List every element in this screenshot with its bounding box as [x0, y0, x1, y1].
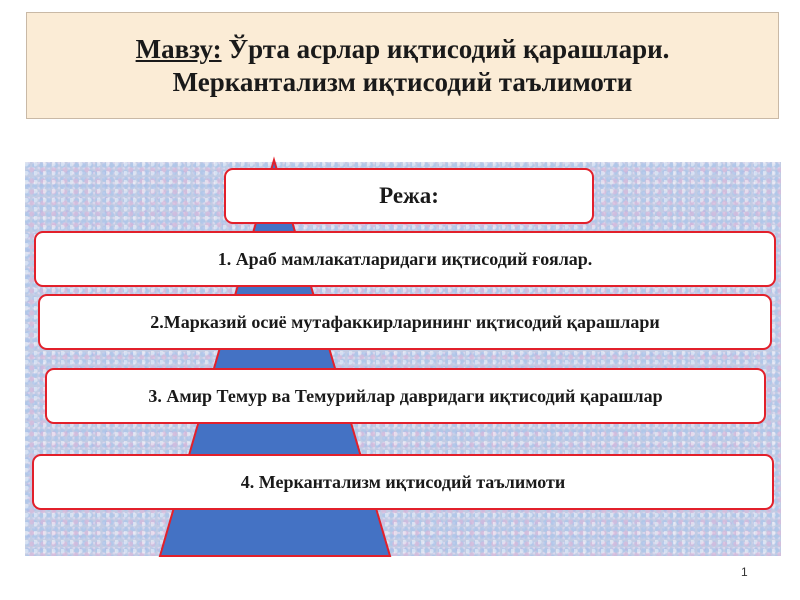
page-number: 1 [741, 565, 748, 579]
plan-item-4: 4. Меркантализм иқтисодий таълимоти [32, 454, 774, 510]
plan-item-1: 1. Араб мамлакатларидаги иқтисодий ғоялар. [34, 231, 776, 287]
title-label: Мавзу: [135, 33, 222, 64]
plan-item-3: 3. Амир Темур ва Темурийлар давридаги иқтисодий қарашлар [45, 368, 766, 424]
title-text-1: Ўрта асрлар иқтисодий қарашлари. [228, 33, 670, 64]
title-line-2: Меркантализм иқтисодий таълимоти [172, 66, 633, 97]
plan-heading: Режа: [224, 168, 594, 224]
plan-item-2: 2.Марказий осиё мутафаккирларининг иқтисодий қарашлари [38, 294, 772, 350]
